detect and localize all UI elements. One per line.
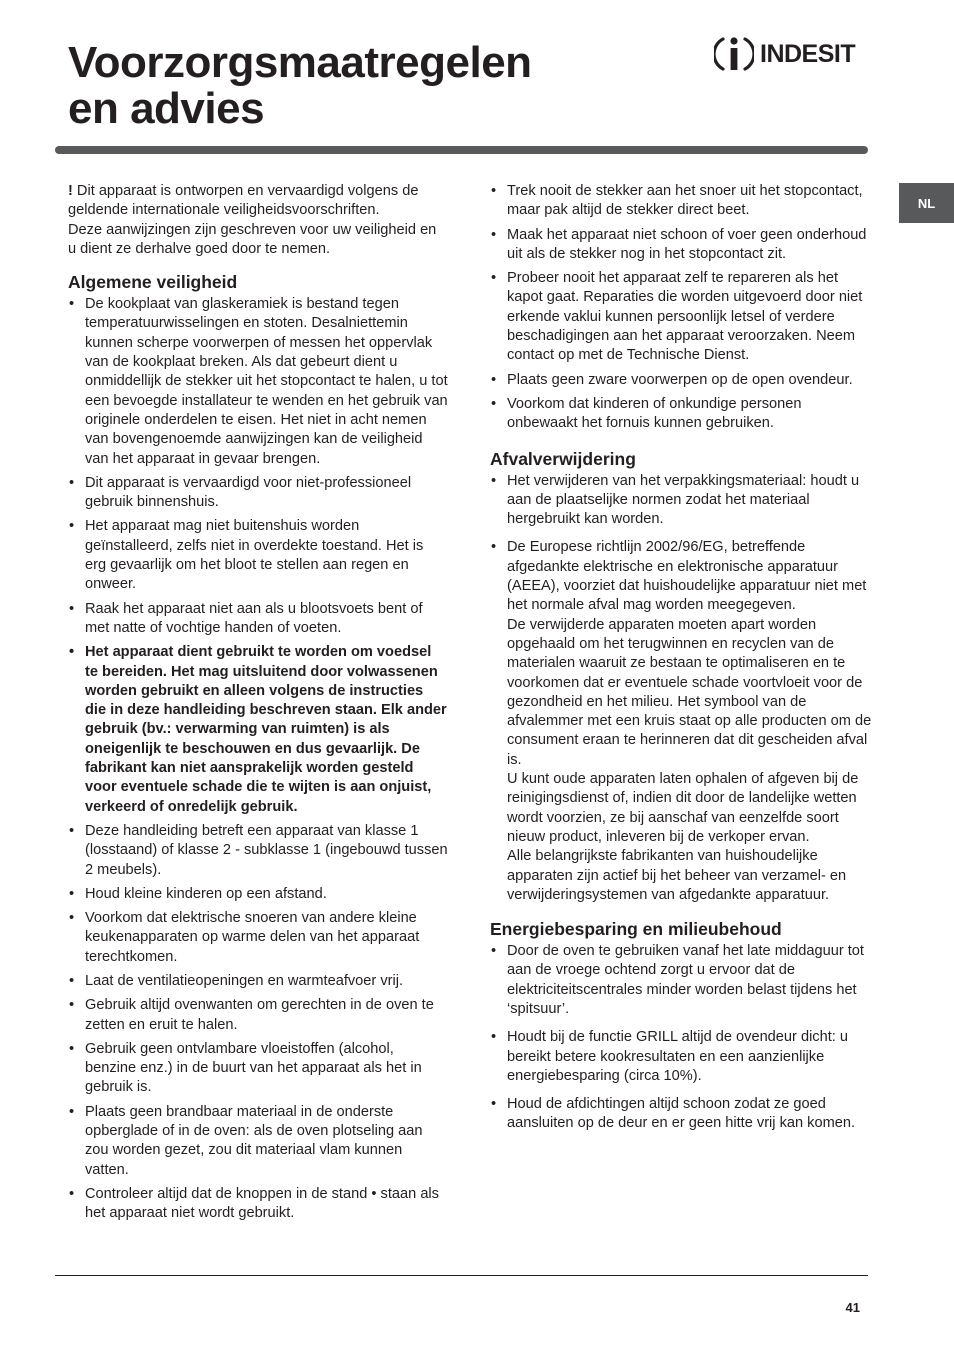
safety-heading: Algemene veiligheid [68, 272, 238, 293]
list-item: • Plaats geen brandbaar materiaal in de onderste opberglade of in de oven: als de oven plotseling aan zou worden gezet, zou dit materiaal vlam kunnen vatten. [68, 1103, 448, 1180]
weee-paragraph-1: De Europese richtlijn 2002/96/EG, betreffende afgedankte elektrische en elektronische apparatuur (AEEA), voorziet dat huishoudelijke apparatuur niet met het normale afval mag worden meegegeven. [507, 539, 867, 614]
intro-paragraph [68, 182, 448, 259]
page-number: 41 [845, 1300, 860, 1315]
list-item-bold: • Het apparaat dient gebruikt te worden om voedsel te bereiden. Het mag uitsluitend door volwassenen worden gebruikt en alleen volgens de instructies die in deze handleiding beschreven staan. Elk ander gebruik (bv.: verwarming van ruimten) is als oneigenlijk te beschouwen en dus gevaarlijk. De fabrikant kan niet aansprakelijk worden gesteld voor eventuele schade die te wijten is aan onjuist, verkeerd of onredelijk gebruik. [68, 643, 448, 817]
left-column [68, 182, 448, 1229]
brand-logo [714, 32, 870, 76]
intro-text-2: Deze aanwijzingen zijn geschreven voor uw veiligheid en u dient ze derhalve goed door te nemen. [68, 221, 437, 257]
list-item: • Door de oven te gebruiken vanaf het late middaguur tot aan de vroege ochtend zorgt u ervoor dat de elektriciteitscentrales minder worden belast tijdens het ‘spitsuur’. [490, 942, 872, 1019]
list-item-weee [490, 538, 872, 905]
header-rule [55, 146, 868, 154]
safety-list [68, 295, 448, 1223]
right-column [490, 182, 872, 1139]
warning-mark: ! [68, 183, 73, 199]
list-item: • Dit apparaat is vervaardigd voor niet-professioneel gebruik binnenshuis. [68, 474, 448, 513]
page-title [68, 40, 532, 132]
brand-name: INDESIT [760, 39, 856, 68]
list-item: • De kookplaat van glaskeramiek is bestand tegen temperatuurwisselingen en stoten. Desalniettemin kunnen scherpe voorwerpen of messen het oppervlak van de kookplaat breken. Als dat gebeurt dient u onmiddellijk de stekker uit het stopcontact te halen, u tot een bevoegde installateur te wenden en het gebruik van originele onderdelen te eisen. Het niet in acht nemen van bovengenoemde aanwijzingen kan de veiligheid van het apparaat in gevaar brengen. [68, 295, 448, 469]
weee-paragraph-2: De verwijderde apparaten moeten apart worden opgehaald om het terugwinnen en recyclen van de materialen waaruit ze bestaan te optimaliseren en te voorkomen dat er eventuele schade voortvloeit voor de gezondheid en het milieu. Het symbool van de afvalemmer met een kruis staat op alle producten om de consument eraan te herinneren dat dit gescheiden afval is. [507, 616, 872, 768]
list-item: • Voorkom dat kinderen of onkundige personen onbewaakt het fornuis kunnen gebruiken. [490, 395, 872, 434]
list-item: • Houdt bij de functie GRILL altijd de ovendeur dicht: u bereikt betere kookresultaten en een aanzienlijke energiebesparing (circa 10%). [490, 1028, 872, 1086]
energy-heading: Energiebesparing en milieubehoud [490, 919, 782, 940]
list-item: • Probeer nooit het apparaat zelf te repareren als het kapot gaat. Reparaties die worden uitgevoerd door niet erkende vaklui kunnen persoonlijk letsel of verdere beschadigingen aan het apparaat veroorzaken. Neem contact op met de Technische Dienst. [490, 269, 872, 365]
weee-paragraph-3: U kunt oude apparaten laten ophalen of afgeven bij de reinigingsdienst of, indien dit door de landelijke wetten wordt voorzien, ze bij aanschaf van eenzelfde soort nieuw product, inleveren bij de verkoper ervan. [507, 771, 859, 845]
list-item: • Maak het apparaat niet schoon of voer geen onderhoud uit als de stekker nog in het stopcontact zit. [490, 226, 872, 265]
list-item: • Het verwijderen van het verpakkingsmateriaal: houdt u aan de plaatselijke normen zodat het materiaal hergebruikt kan worden. [490, 472, 872, 530]
list-item: • Plaats geen zware voorwerpen op de open ovendeur. [490, 371, 872, 390]
page-title-line-2: en advies [68, 84, 265, 133]
list-item: • Controleer altijd dat de knoppen in de stand • staan als het apparaat niet wordt gebruikt. [68, 1185, 448, 1224]
list-item: • Het apparaat mag niet buitenshuis worden geïnstalleerd, zelfs niet in overdekte toestand. Het is erg gevaarlijk om het bloot te stellen aan regen en onweer. [68, 517, 448, 594]
list-item: • Voorkom dat elektrische snoeren van andere kleine keukenapparaten op warme delen van het apparaat terechtkomen. [68, 909, 448, 967]
indesit-i-logo-icon [714, 33, 754, 75]
safety-list-continued [490, 182, 872, 434]
list-item: • Laat de ventilatieopeningen en warmteafvoer vrij. [68, 972, 448, 991]
list-item: • Trek nooit de stekker aan het snoer uit het stopcontact, maar pak altijd de stekker direct beet. [490, 182, 872, 221]
list-item: • Deze handleiding betreft een apparaat van klasse 1 (losstaand) of klasse 2 - subklasse 1 (ingebouwd tussen 2 meubels). [68, 822, 448, 880]
list-item: • Gebruik geen ontvlambare vloeistoffen (alcohol, benzine enz.) in de buurt van het apparaat als het in gebruik is. [68, 1040, 448, 1098]
footer-rule [55, 1275, 868, 1276]
list-item: • Raak het apparaat niet aan als u blootsvoets bent of met natte of vochtige handen of voeten. [68, 600, 448, 639]
intro-text: Dit apparaat is ontworpen en vervaardigd volgens de geldende internationale veiligheidsvoorschriften. [68, 183, 419, 219]
energy-list [490, 942, 872, 1134]
list-item: • Houd de afdichtingen altijd schoon zodat ze goed aansluiten op de deur en er geen hitte vrij kan komen. [490, 1095, 872, 1134]
page-title-line-1: Voorzorgsmaatregelen [68, 38, 532, 87]
weee-paragraph-4: Alle belangrijkste fabrikanten van huishoudelijke apparaten zijn actief bij het beheer van verzamel- en verwijderingsystemen van afgedankte apparatuur. [507, 848, 847, 903]
list-item: • Gebruik altijd ovenwanten om gerechten in de oven te zetten en eruit te halen. [68, 996, 448, 1035]
list-item: • Houd kleine kinderen op een afstand. [68, 885, 448, 904]
disposal-list [490, 472, 872, 906]
disposal-heading: Afvalverwijdering [490, 448, 636, 469]
language-tab: NL [899, 183, 954, 223]
